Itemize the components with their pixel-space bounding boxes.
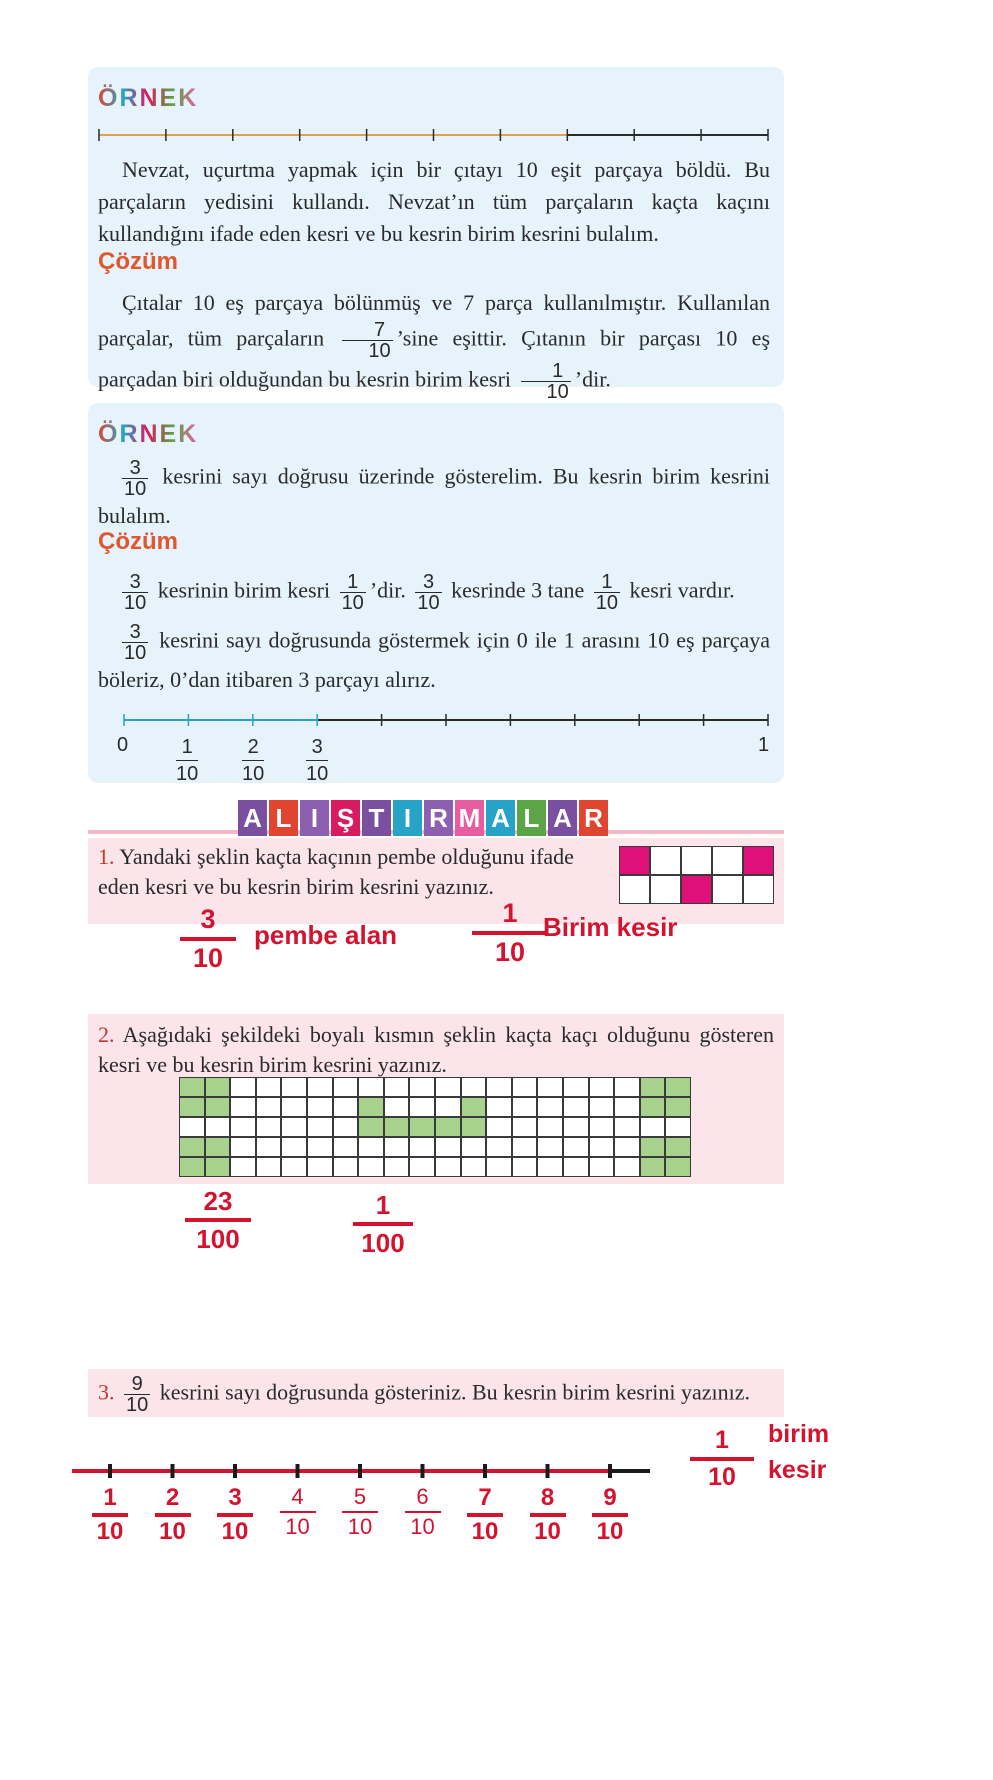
denominator: 10 — [341, 592, 364, 614]
solution-label: Çözüm — [98, 248, 178, 275]
fraction-3-10 — [122, 622, 148, 663]
grid-cell — [307, 1077, 333, 1097]
grid-cell — [281, 1157, 307, 1177]
grid-cell — [384, 1157, 410, 1177]
denominator: 100 — [361, 1228, 405, 1258]
grid-cell — [486, 1117, 512, 1137]
grid-cell-green — [205, 1137, 231, 1157]
grid-cell-green — [461, 1097, 487, 1117]
grid-cell — [307, 1137, 333, 1157]
numerator: 2 — [242, 737, 264, 761]
example2-line1 — [98, 572, 770, 613]
nl-label-1-10 — [176, 737, 198, 784]
grid-cell — [384, 1077, 410, 1097]
denominator: 10 — [285, 1514, 310, 1539]
grid-cell-green — [409, 1117, 435, 1137]
grid-cell-green — [461, 1117, 487, 1137]
q3-label-fraction — [92, 1486, 128, 1544]
numerator: 7 — [342, 320, 392, 341]
numerator: 5 — [342, 1486, 378, 1513]
numerator: 6 — [405, 1486, 441, 1513]
grid-cell — [333, 1117, 359, 1137]
numerator: 3 — [306, 737, 328, 761]
denominator: 10 — [347, 1514, 373, 1539]
numerator: 2 — [155, 1486, 191, 1517]
grid-cell — [179, 1117, 205, 1137]
grid-cell — [461, 1157, 487, 1177]
fraction-3-10 — [122, 572, 148, 613]
grid-cell — [563, 1117, 589, 1137]
q1-number: 1. — [98, 844, 115, 869]
segment-ruler — [96, 126, 774, 144]
q1-unit-label: Birim kesir — [543, 912, 678, 942]
grid-cell-green — [640, 1097, 666, 1117]
grid-cell — [512, 1097, 538, 1117]
grid-cell — [281, 1097, 307, 1117]
intro-text: kesrini sayı doğrusu üzerinde gösterelim. Bu kesrin birim kesrini bulalım. — [98, 463, 771, 528]
numerator: 1 — [353, 1192, 413, 1226]
example-heading-2 — [98, 420, 198, 449]
grid-cell-green — [665, 1097, 691, 1117]
denominator: 10 — [124, 592, 147, 614]
grid-cell — [619, 875, 650, 904]
numerator: 3 — [122, 458, 148, 479]
grid-cell — [435, 1157, 461, 1177]
number-line-exercise — [70, 1462, 654, 1482]
numerator: 1 — [690, 1428, 754, 1461]
grid-cell — [614, 1137, 640, 1157]
nl-one-label: 1 — [758, 734, 770, 756]
grid-cell — [333, 1157, 359, 1177]
grid-cell-pink — [681, 875, 712, 904]
grid-cell-green — [179, 1157, 205, 1177]
q3-label-fraction — [530, 1486, 566, 1544]
line1-text-b: ’dir. — [369, 577, 406, 603]
example1-solution — [98, 286, 770, 402]
grid-cell — [409, 1157, 435, 1177]
grid-cell — [281, 1117, 307, 1137]
grid-cell — [486, 1157, 512, 1177]
grid-cell — [256, 1097, 282, 1117]
line2-text: kesrini sayı doğrusunda göstermek için 0 ile 1 arasını 10 eş parçaya böleriz, 0’dan itibaren 3 parçayı alırız. — [98, 627, 770, 692]
grid-cell — [230, 1117, 256, 1137]
title-letter-tile: L — [517, 800, 546, 836]
exercises-title — [238, 800, 610, 836]
denominator: 10 — [595, 592, 619, 614]
grid-cell — [256, 1157, 282, 1177]
grid-cell — [512, 1077, 538, 1097]
grid-cell-green — [384, 1117, 410, 1137]
grid-cell — [486, 1077, 512, 1097]
grid-cell-green — [358, 1117, 384, 1137]
numerator: 23 — [185, 1188, 251, 1222]
grid-cell-green — [665, 1077, 691, 1097]
grid-cell — [563, 1077, 589, 1097]
grid-cell-green — [665, 1137, 691, 1157]
grid-cell — [563, 1137, 589, 1157]
fraction-9-10 — [124, 1374, 150, 1415]
q3-unit-label-2: kesir — [768, 1456, 827, 1484]
q3-label-fraction — [280, 1486, 316, 1538]
grid-cell — [537, 1117, 563, 1137]
grid-cell-green — [205, 1077, 231, 1097]
grid-cell — [358, 1157, 384, 1177]
grid-cell — [512, 1157, 538, 1177]
denominator: 10 — [221, 1518, 249, 1545]
grid-cell — [563, 1097, 589, 1117]
title-letter-tile: R — [579, 800, 608, 836]
denominator: 10 — [546, 381, 569, 403]
numerator: 3 — [180, 906, 236, 941]
q3-text — [98, 1374, 774, 1415]
grid-cell-green — [640, 1157, 666, 1177]
q2-number: 2. — [98, 1022, 115, 1047]
number-line-example — [120, 710, 772, 734]
grid-cell — [256, 1077, 282, 1097]
grid-cell — [486, 1137, 512, 1157]
q1-question: Yandaki şeklin kaçta kaçının pembe olduğunu ifade eden kesri ve bu kesrin birim kesrini yazınız. — [98, 844, 574, 899]
q2-answer-fraction — [185, 1188, 251, 1252]
q3-unit-label-1: birim — [768, 1420, 830, 1448]
q3-label-fraction — [467, 1486, 503, 1544]
denominator: 10 — [126, 1394, 149, 1416]
denominator: 10 — [124, 478, 147, 500]
grid-cell — [640, 1117, 666, 1137]
numerator: 3 — [217, 1486, 253, 1517]
grid-cell — [512, 1117, 538, 1137]
q3-number: 3. — [98, 1379, 115, 1405]
fraction-1-10 — [521, 361, 571, 402]
grid-cell — [650, 875, 681, 904]
ornek-letters: ÖRNEK — [98, 420, 199, 448]
example-heading — [98, 84, 198, 113]
q1-answer-label: pembe alan — [254, 920, 398, 950]
grid-cell — [281, 1137, 307, 1157]
denominator: 10 — [306, 763, 329, 785]
q1-text — [98, 842, 608, 902]
grid-cell — [486, 1097, 512, 1117]
grid-cell — [230, 1077, 256, 1097]
grid-cell-green — [205, 1097, 231, 1117]
title-letter-tile: M — [455, 800, 484, 836]
grid-cell — [435, 1097, 461, 1117]
grid-cell-green — [665, 1157, 691, 1177]
denominator: 10 — [159, 1518, 186, 1545]
line1-text-d: kesri vardır. — [629, 577, 735, 603]
grid-cell-green — [179, 1097, 205, 1117]
numerator: 1 — [176, 737, 198, 761]
example2-line2 — [98, 622, 770, 697]
q1-unit-fraction — [472, 900, 548, 966]
q3-label-fraction — [217, 1486, 253, 1544]
grid-cell — [205, 1117, 231, 1137]
grid-cell — [614, 1157, 640, 1177]
ornek-letters: ÖRNEK — [98, 84, 199, 112]
q3-question: kesrini sayı doğrusunda gösteriniz. Bu kesrin birim kesrini yazınız. — [159, 1379, 750, 1405]
q1-pink-grid — [619, 846, 774, 904]
fraction-3-10 — [122, 458, 148, 499]
grid-cell-green — [640, 1077, 666, 1097]
denominator: 10 — [176, 763, 199, 785]
q3-label-fraction — [342, 1486, 378, 1538]
denominator: 10 — [417, 592, 440, 614]
numerator: 3 — [122, 622, 148, 643]
grid-cell — [384, 1137, 410, 1157]
grid-cell — [409, 1077, 435, 1097]
line1-text-a: kesrinin birim kesri — [157, 577, 331, 603]
grid-cell — [461, 1137, 487, 1157]
title-letter-tile: I — [300, 800, 329, 836]
fraction-3-10 — [415, 572, 441, 613]
denominator: 100 — [196, 1224, 240, 1254]
grid-cell — [650, 846, 681, 875]
grid-cell — [256, 1117, 282, 1137]
title-letter-tile: L — [269, 800, 298, 836]
grid-cell-green — [179, 1137, 205, 1157]
grid-cell-green — [435, 1117, 461, 1137]
title-letter-tile: A — [548, 800, 577, 836]
nl-label-3-10 — [306, 737, 328, 784]
denominator: 10 — [368, 340, 391, 362]
q2-text — [98, 1020, 774, 1080]
example2-intro — [98, 458, 770, 533]
grid-cell — [589, 1077, 615, 1097]
title-letter-tile: Ş — [331, 800, 360, 836]
denominator: 10 — [242, 763, 265, 785]
grid-cell — [230, 1157, 256, 1177]
denominator: 10 — [410, 1514, 435, 1539]
grid-cell-green — [640, 1137, 666, 1157]
grid-cell-green — [205, 1157, 231, 1177]
numerator: 3 — [122, 572, 148, 593]
title-letter-tile: I — [393, 800, 422, 836]
grid-cell — [665, 1117, 691, 1137]
grid-cell — [589, 1157, 615, 1177]
grid-cell — [614, 1077, 640, 1097]
grid-cell — [409, 1137, 435, 1157]
grid-cell — [333, 1097, 359, 1117]
grid-cell — [712, 846, 743, 875]
numerator: 4 — [280, 1486, 316, 1513]
grid-cell — [537, 1157, 563, 1177]
grid-cell — [230, 1137, 256, 1157]
grid-cell — [384, 1097, 410, 1117]
q2-green-grid — [179, 1077, 691, 1177]
grid-cell-green — [358, 1097, 384, 1117]
grid-cell-green — [179, 1077, 205, 1097]
title-letter-tile: A — [486, 800, 515, 836]
grid-cell — [461, 1077, 487, 1097]
fraction-7-10 — [342, 320, 392, 361]
grid-cell — [358, 1137, 384, 1157]
q3-label-fraction — [155, 1486, 191, 1544]
grid-cell — [230, 1097, 256, 1117]
grid-cell — [537, 1137, 563, 1157]
solution-label-2: Çözüm — [98, 528, 178, 555]
grid-cell — [743, 875, 774, 904]
numerator: 1 — [340, 572, 366, 593]
numerator: 1 — [472, 900, 548, 935]
grid-cell — [307, 1097, 333, 1117]
grid-cell — [589, 1097, 615, 1117]
denominator: 10 — [534, 1518, 561, 1545]
grid-cell — [589, 1137, 615, 1157]
grid-cell — [281, 1077, 307, 1097]
grid-cell — [333, 1077, 359, 1097]
grid-cell — [256, 1137, 282, 1157]
nl-zero-label: 0 — [117, 734, 129, 756]
denominator: 10 — [596, 1518, 624, 1545]
grid-cell — [307, 1157, 333, 1177]
solution-text-b: ’sine eşittir. Çıtanın bir parçası 10 eş parçadan biri olduğundan bu kesrin birim kesri — [98, 325, 771, 392]
q2-question: Aşağıdaki şekildeki boyalı kısmın şeklin kaçta kaçı olduğunu gösteren kesri ve bu kesrin birim kesrini yazınız. — [98, 1022, 774, 1077]
numerator: 8 — [530, 1486, 566, 1517]
numerator: 9 — [124, 1374, 150, 1395]
grid-cell — [563, 1157, 589, 1177]
nl-label-2-10 — [242, 737, 264, 784]
solution-text-a: Çıtalar 10 eş parçaya bölünmüş ve 7 parça kullanılmıştır. Kullanılan parçalar, tüm parçaların — [98, 290, 770, 351]
numerator: 7 — [467, 1486, 503, 1517]
grid-cell — [537, 1097, 563, 1117]
denominator: 10 — [124, 642, 147, 664]
grid-cell — [712, 875, 743, 904]
grid-cell-pink — [743, 846, 774, 875]
grid-cell-pink — [619, 846, 650, 875]
grid-cell — [307, 1117, 333, 1137]
title-letter-tile: R — [424, 800, 453, 836]
numerator: 1 — [521, 361, 571, 382]
grid-cell — [589, 1117, 615, 1137]
fraction-1-10 — [594, 572, 620, 613]
grid-cell — [435, 1137, 461, 1157]
grid-cell — [614, 1117, 640, 1137]
q2-unit-fraction — [353, 1192, 413, 1256]
grid-cell — [358, 1077, 384, 1097]
numerator: 9 — [592, 1486, 628, 1517]
example1-text: Nevzat, uçurtma yapmak için bir çıtayı 10 eşit parçaya böldü. Bu parçaların yedisini kullandı. Nevzat’ın tüm parçaların kaçta kaçını kullandığını ifade eden kesri ve bu kesrin birim kesrini bulalım. — [98, 157, 770, 246]
grid-cell — [409, 1097, 435, 1117]
grid-cell — [537, 1077, 563, 1097]
denominator: 10 — [192, 943, 224, 973]
denominator: 10 — [494, 937, 526, 967]
numerator: 3 — [415, 572, 441, 593]
grid-cell — [512, 1137, 538, 1157]
fraction-1-10 — [340, 572, 366, 613]
grid-cell — [681, 846, 712, 875]
denominator: 10 — [471, 1518, 499, 1545]
q3-unit-fraction — [690, 1428, 754, 1490]
numerator: 1 — [92, 1486, 128, 1517]
title-letter-tile: T — [362, 800, 391, 836]
denominator: 10 — [96, 1518, 124, 1545]
solution-text-c: ’dir. — [574, 366, 611, 392]
q3-label-fraction — [405, 1486, 441, 1538]
grid-cell — [333, 1137, 359, 1157]
grid-cell — [435, 1077, 461, 1097]
q1-answer-fraction — [180, 906, 236, 972]
line1-text-c: kesrinde 3 tane — [451, 577, 585, 603]
numerator: 1 — [594, 572, 620, 593]
q3-label-fraction — [592, 1486, 628, 1544]
grid-cell — [614, 1097, 640, 1117]
title-letter-tile: A — [238, 800, 267, 836]
denominator: 10 — [708, 1463, 736, 1491]
